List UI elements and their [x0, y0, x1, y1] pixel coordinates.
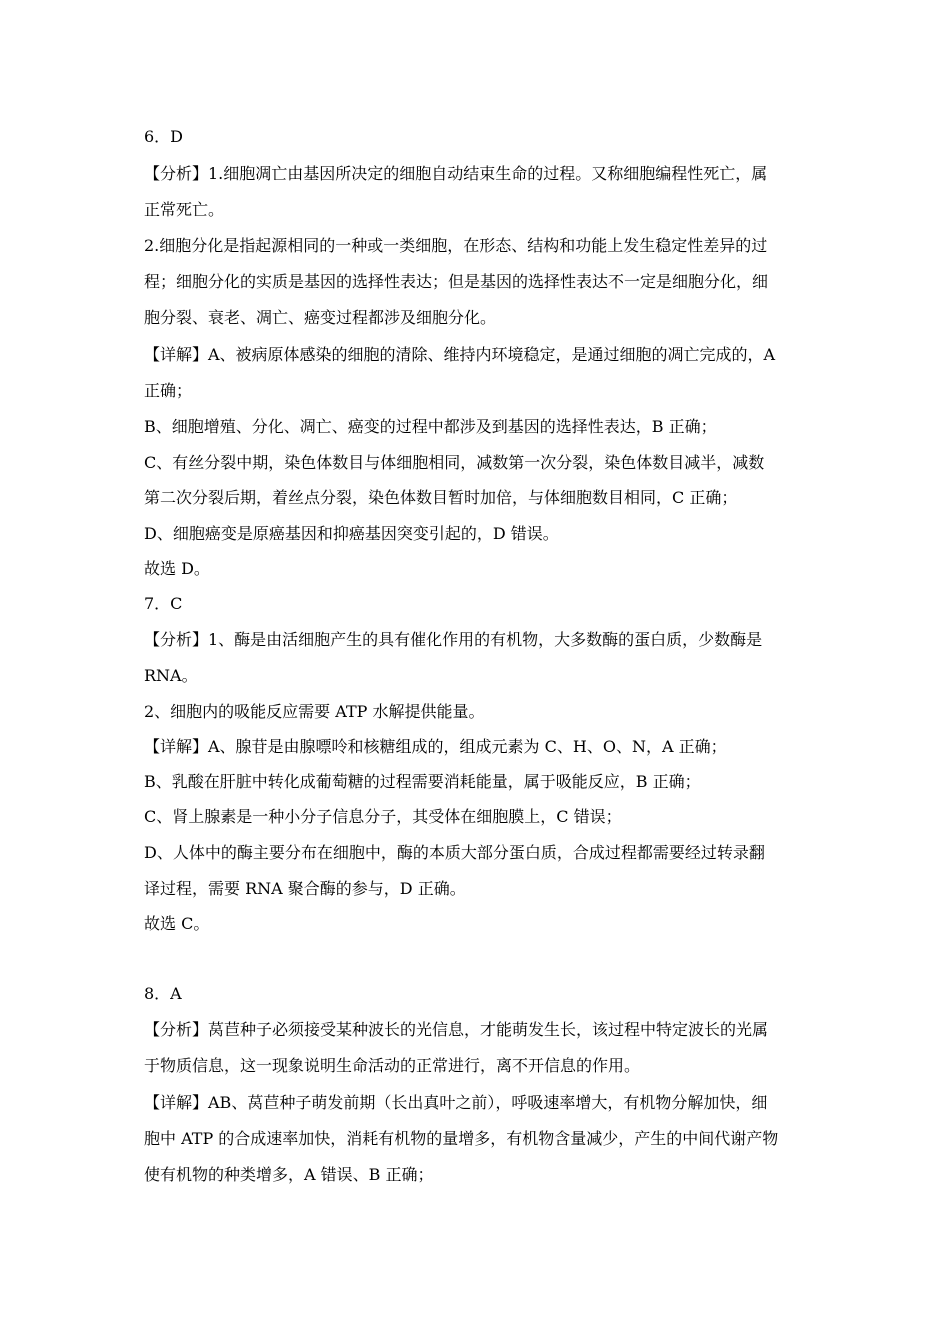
q6-detail-line-2: 正确； — [144, 381, 193, 400]
q7-detail-line-2: B、乳酸在肝脏中转化成葡萄糖的过程需要消耗能量，属于吸能反应，B 正确； — [144, 772, 701, 791]
q6-analysis-line-2: 正常死亡。 — [144, 200, 225, 219]
question-8-answer: 8．A — [144, 984, 182, 1003]
q7-analysis-line-2: RNA。 — [144, 666, 198, 685]
q6-analysis-line-1: 【分析】1.细胞凋亡由基因所决定的细胞自动结束生命的过程。又称细胞编程性死亡，属 — [144, 164, 768, 183]
q6-analysis-line-5: 胞分裂、衰老、凋亡、癌变过程都涉及细胞分化。 — [144, 308, 497, 327]
q8-analysis-line-1: 【分析】莴苣种子必须接受某种波长的光信息，才能萌发生长，该过程中特定波长的光属 — [144, 1020, 769, 1039]
q8-detail-line-3: 使有机物的种类增多，A 错误、B 正确； — [144, 1165, 434, 1184]
q6-conclusion: 故选 D。 — [144, 559, 210, 578]
q8-detail-line-1: 【详解】AB、莴苣种子萌发前期（长出真叶之前），呼吸速率增大，有机物分解加快，细 — [144, 1093, 768, 1112]
q7-detail-line-4: D、人体中的酶主要分布在细胞中，酶的本质大部分蛋白质，合成过程都需要经过转录翻 — [144, 843, 765, 862]
q6-detail-line-1: 【详解】A、被病原体感染的细胞的清除、维持内环境稳定，是通过细胞的凋亡完成的，A — [144, 345, 776, 364]
q8-analysis-line-2: 于物质信息，这一现象说明生命活动的正常进行，离不开信息的作用。 — [144, 1056, 641, 1075]
q7-detail-line-5: 译过程，需要 RNA 聚合酶的参与，D 正确。 — [144, 879, 466, 898]
question-7-answer: 7．C — [144, 594, 183, 613]
q8-detail-line-2: 胞中 ATP 的合成速率加快，消耗有机物的量增多，有机物含量减少，产生的中间代谢产物 — [144, 1129, 779, 1148]
q6-analysis-line-3: 2.细胞分化是指起源相同的一种或一类细胞，在形态、结构和功能上发生稳定性差异的过 — [144, 236, 768, 255]
q6-detail-line-6: D、细胞癌变是原癌基因和抑癌基因突变引起的，D 错误。 — [144, 524, 559, 543]
q6-detail-line-4: C、有丝分裂中期，染色体数目与体细胞相同，减数第一次分裂，染色体数目减半，减数 — [144, 453, 765, 472]
q7-analysis-line-3: 2、细胞内的吸能反应需要 ATP 水解提供能量。 — [144, 702, 485, 721]
q7-detail-line-1: 【详解】A、腺苷是由腺嘌呤和核糖组成的，组成元素为 C、H、O、N，A 正确； — [144, 737, 727, 756]
q6-detail-line-3: B、细胞增殖、分化、凋亡、癌变的过程中都涉及到基因的选择性表达，B 正确； — [144, 417, 717, 436]
q7-analysis-line-1: 【分析】1、酶是由活细胞产生的具有催化作用的有机物，大多数酶的蛋白质，少数酶是 — [144, 630, 763, 649]
q6-analysis-line-4: 程；细胞分化的实质是基因的选择性表达；但是基因的选择性表达不一定是细胞分化，细 — [144, 272, 769, 291]
q6-detail-line-5: 第二次分裂后期，着丝点分裂，染色体数目暂时加倍，与体细胞数目相同，C 正确； — [144, 488, 738, 507]
q7-detail-line-3: C、肾上腺素是一种小分子信息分子，其受体在细胞膜上，C 错误； — [144, 807, 622, 826]
q7-conclusion: 故选 C。 — [144, 914, 210, 933]
question-6-answer: 6．D — [144, 127, 184, 146]
